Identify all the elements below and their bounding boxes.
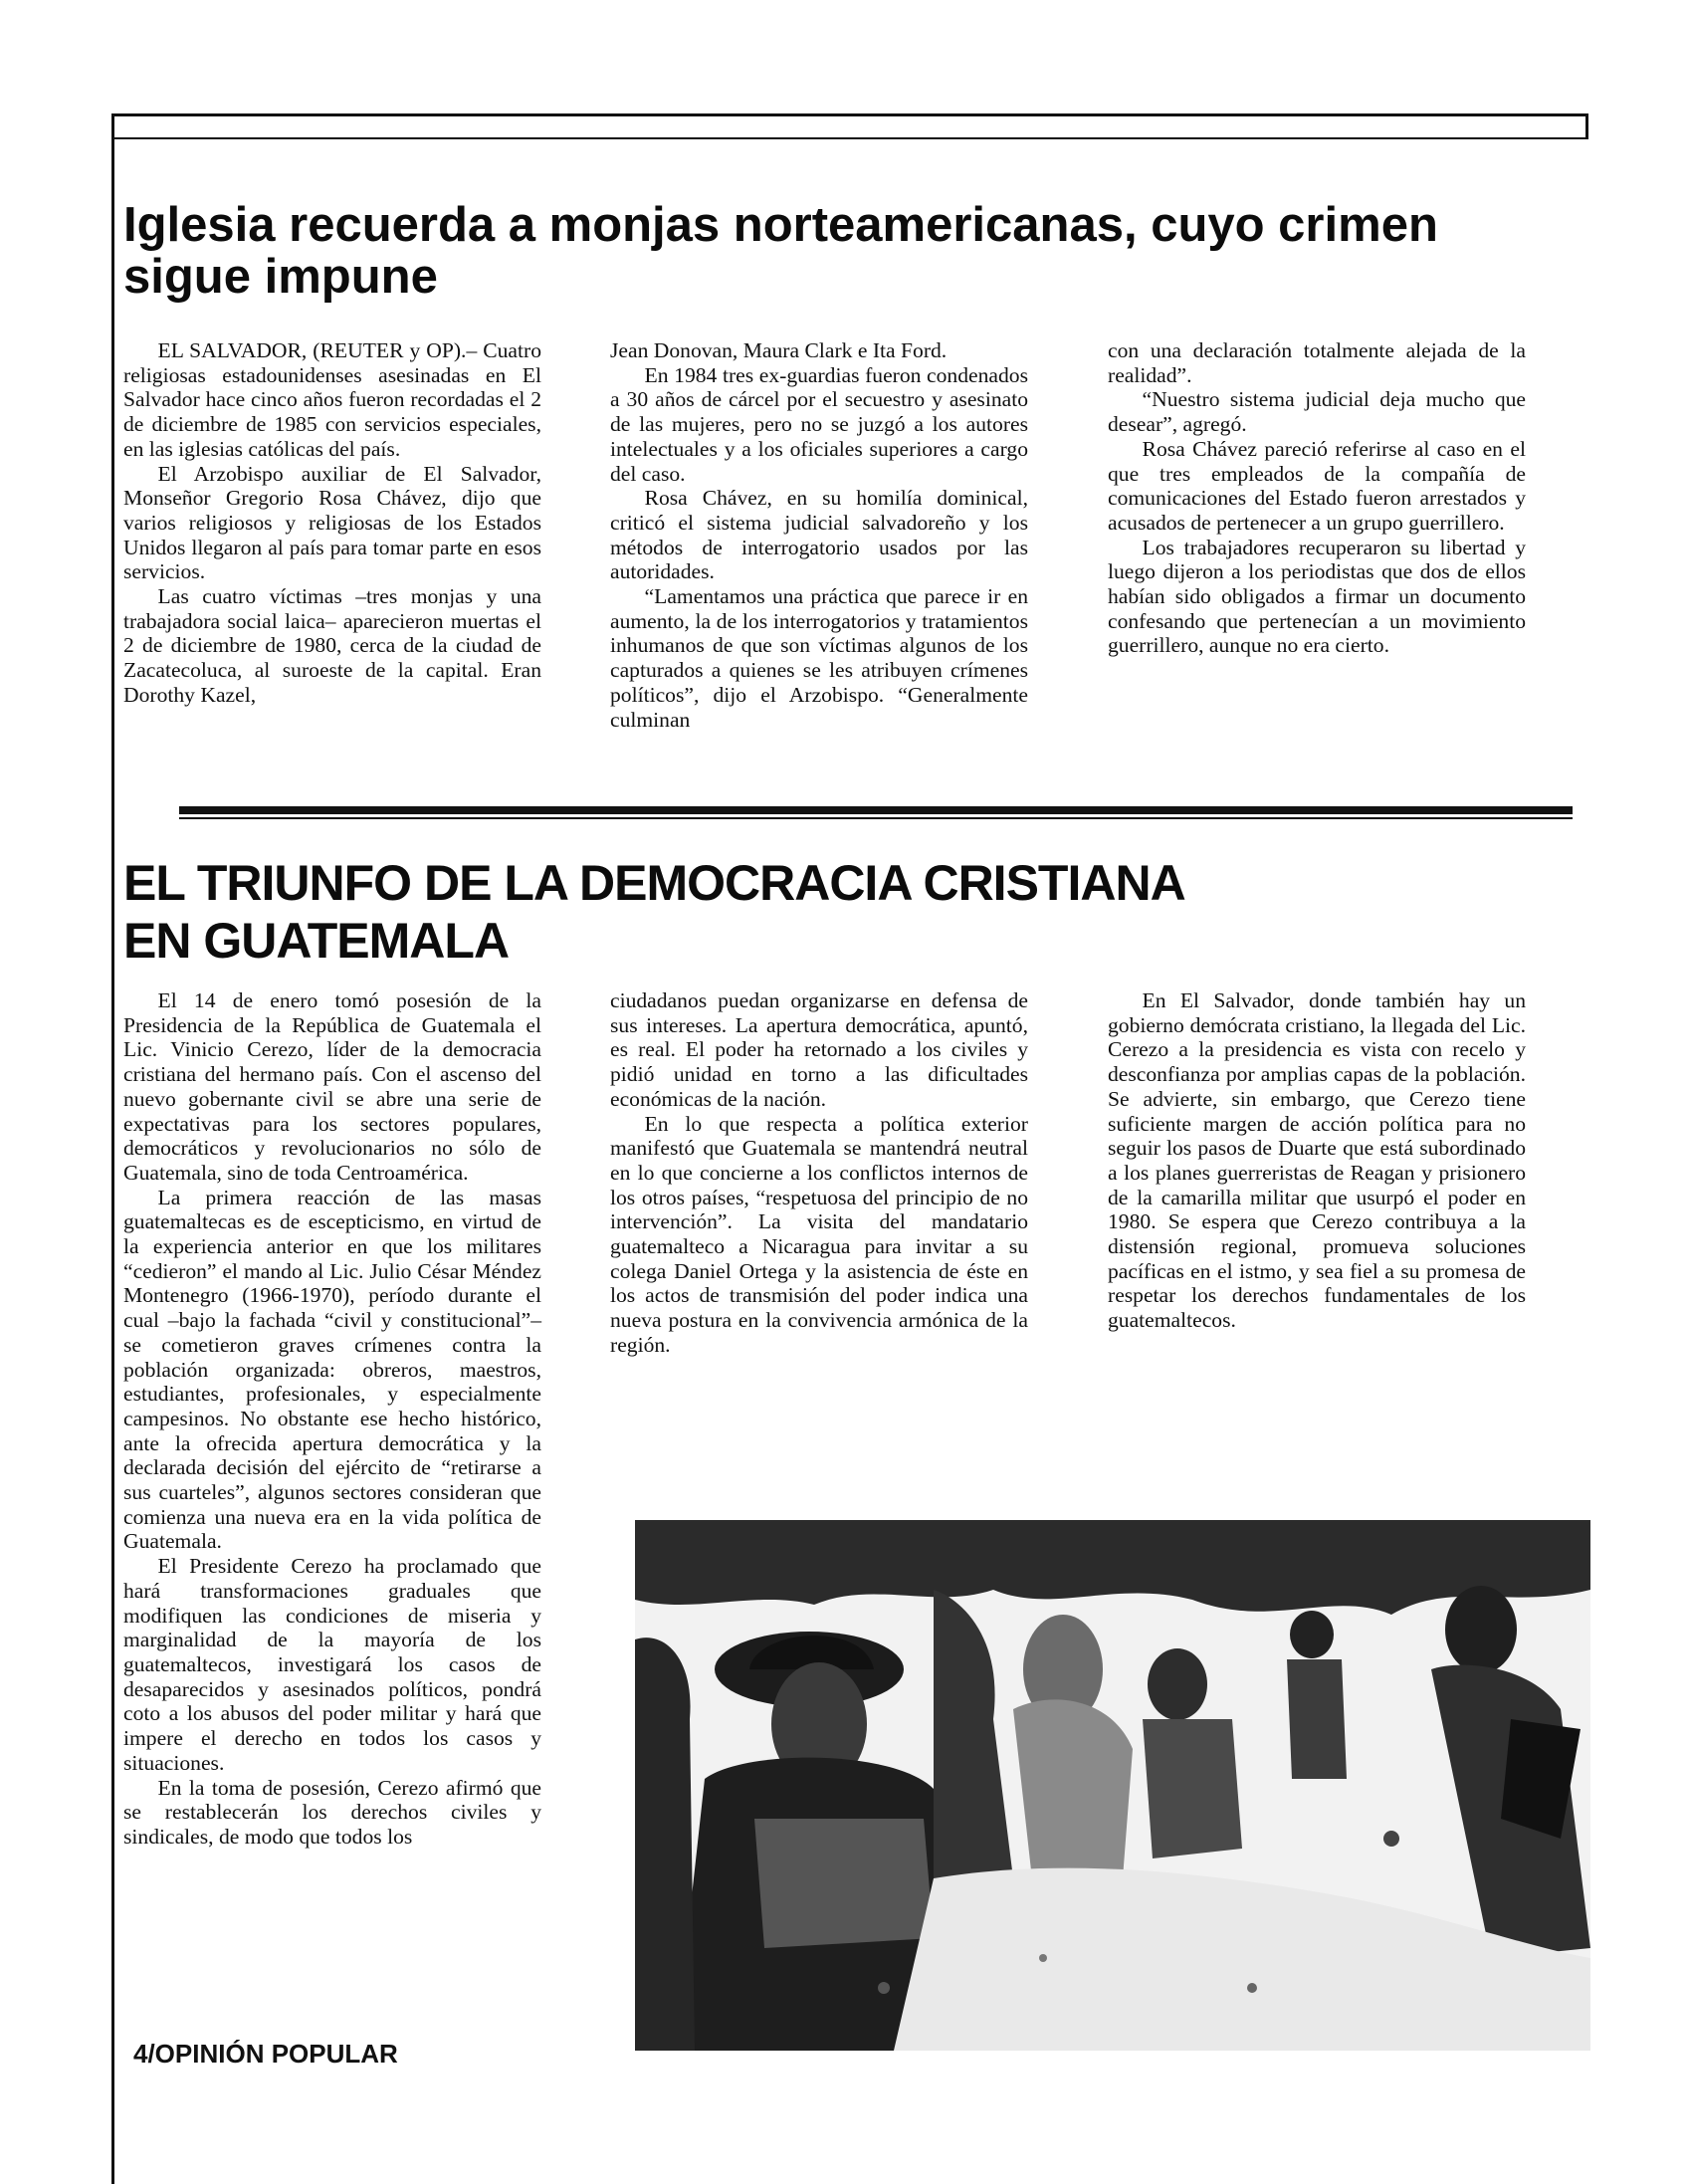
article2-paragraph: La primera reacción de las masas guatemaltecas es de escepticismo, en virtud de la experiencia anterior en que los militares “cedieron” el mando al Lic. Julio César Méndez Montenegro (1966-1970), período durante el cual –bajo la fachada “civil y constitucional”– se cometieron graves crímenes contra la población organizada: obreros, maestros, estudiantes, profesionales, y especialmente campesinos. No obstante ese hecho histórico, ante la ofrecida apertura democrática y la declarada decisión del ejército de “retirarse a sus cuarteles”, algunos sectores consideran que comienza una nueva era en la vida política de Guatemala. [123, 1185, 541, 1554]
section-divider-thin [179, 817, 1573, 819]
article2-column-1 [123, 988, 541, 2024]
article1-column-1 [123, 338, 541, 708]
article2-paragraph: En lo que respecta a política exterior manifestó que Guatemala se mantendrá neutral en lo que concierne a los conflictos internos de los otros países, “respetuosa del principio de no intervención”. La visita del mandatario guatemalteco a Nicaragua para invitar a su colega Daniel Ortega y la asistencia de éste en los actos de transmisión del poder indica una nueva postura en la convivencia armónica de la región. [610, 1111, 1028, 1357]
article2-paragraph: El Presidente Cerezo ha proclamado que hará transformaciones graduales que modifiquen las condiciones de miseria y marginalidad de la mayoría de los guatemaltecos, investigará los casos de desaparecidos y asesinados políticos, pondrá coto a los abusos del poder militar y hará que impere el derecho en todos los casos y situaciones. [123, 1554, 541, 1775]
article2-headline-line-1: EL TRIUNFO DE LA DEMOCRACIA CRISTIANA [123, 855, 1185, 911]
article1-paragraph: Las cuatro víctimas –tres monjas y una trabajadora social laica– aparecieron muertas el 2 de diciembre de 1980, cerca de la ciudad de Zacatecoluca, al suroeste de la capital. Eran Dorothy Kazel, [123, 584, 541, 707]
article2-paragraph: En El Salvador, donde también hay un gobierno demócrata cristiano, la llegada del Lic. Cerezo a la presidencia es vista con recelo y desconfianza por amplias capas de la población. Se advierte, sin embargo, que Cerezo tiene suficiente margen de acción política para no seguir los pasos de Duarte que está subordinado a los planes guerreristas de Reagan y prisionero de la camarilla militar que usurpó el poder en 1980. Se espera que Cerezo contribuya a la distensión regional, promueva soluciones pacíficas en el istmo, y sea fiel a su promesa de respetar los derechos fundamentales de los guatemaltecos. [1108, 988, 1526, 1333]
top-rule [111, 113, 1588, 116]
article2-paragraph: El 14 de enero tomó posesión de la Presidencia de la República de Guatemala el Lic. Vinicio Cerezo, líder de la democracia cristiana del hermano país. Con el ascenso del nuevo gobernante civil se abre una serie de expectativas para los sectores populares, democráticos y revolucionarios no sólo de Guatemala, sino de toda Centroamérica. [123, 988, 541, 1185]
crowd-photo [635, 1520, 1590, 2051]
article2-headline-line-2: EN GUATEMALA [123, 913, 510, 969]
article2-column-3 [1108, 988, 1526, 1333]
article1-paragraph: En 1984 tres ex-guardias fueron condenados a 30 años de cárcel por el secuestro y asesinato de las mujeres, pero no se juzgó a los autores intelectuales y a los oficiales superiores a cargo del caso. [610, 362, 1028, 486]
article1-paragraph: Rosa Chávez pareció referirse al caso en el que tres empleados de la compañía de comunicaciones del Estado fueron arrestados y acusados de pertenecer a un grupo guerrillero. [1108, 436, 1526, 535]
article2-paragraph: ciudadanos puedan organizarse en defensa de sus intereses. La apertura democrática, apuntó, es real. El poder ha retornado a los civiles y pidió unidad en torno a las dificultades económicas de la nación. [610, 988, 1028, 1111]
article1-paragraph: Rosa Chávez, en su homilía dominical, criticó el sistema judicial salvadoreño y los métodos de interrogatorio usados por las autoridades. [610, 486, 1028, 584]
section-divider [179, 806, 1573, 814]
article1-headline: Iglesia recuerda a monjas norteamericanas, cuyo crimen sigue impune [123, 198, 1438, 304]
article1-paragraph: Jean Donovan, Maura Clark e Ita Ford. [610, 338, 948, 362]
frame-left-border [111, 113, 114, 2184]
article1-paragraph: El Arzobispo auxiliar de El Salvador, Monseñor Gregorio Rosa Chávez, dijo que varios religiosos y religiosas de los Estados Unidos llegaron al país para tomar parte en esos servicios. [123, 461, 541, 584]
article2-column-2 [610, 988, 1028, 1358]
article2-headline [123, 854, 1577, 970]
article1-column-3 [1108, 338, 1526, 658]
article1-paragraph: Los trabajadores recuperaron su libertad y luego dijeron a los periodistas que dos de ellos habían sido obligados a firmar un documento confesando que pertenecían a un movimiento guerrillero, aunque no era cierto. [1108, 535, 1526, 658]
article1-paragraph: “Nuestro sistema judicial deja mucho que desear”, agregó. [1108, 387, 1526, 437]
article1-paragraph: EL SALVADOR, (REUTER y OP).– Cuatro religiosas estadounidenses asesinadas en El Salvador hace cinco años fueron recordadas el 2 de diciembre de 1985 con servicios especiales, en las iglesias católicas del país. [123, 338, 541, 461]
top-rule-inner [111, 137, 1588, 139]
article1-column-2 [610, 338, 1028, 732]
frame-right-tick [1585, 113, 1588, 139]
page-footer-label: 4/OPINIÓN POPULAR [133, 2039, 398, 2069]
article1-paragraph: “Lamentamos una práctica que parece ir en aumento, la de los interrogatorios y tratamientos inhumanos de que son víctimas algunos de los capturados a quienes se les atribuyen crímenes políticos”, dijo el Arzobispo. “Generalmente culminan [610, 584, 1028, 732]
article1-paragraph: con una declaración totalmente alejada de la realidad”. [1108, 338, 1526, 387]
crowd-photo-graphic [635, 1520, 1590, 2051]
article2-paragraph: En la toma de posesión, Cerezo afirmó que se restablecerán los derechos civiles y sindicales, de modo que todos los [123, 1775, 541, 1849]
